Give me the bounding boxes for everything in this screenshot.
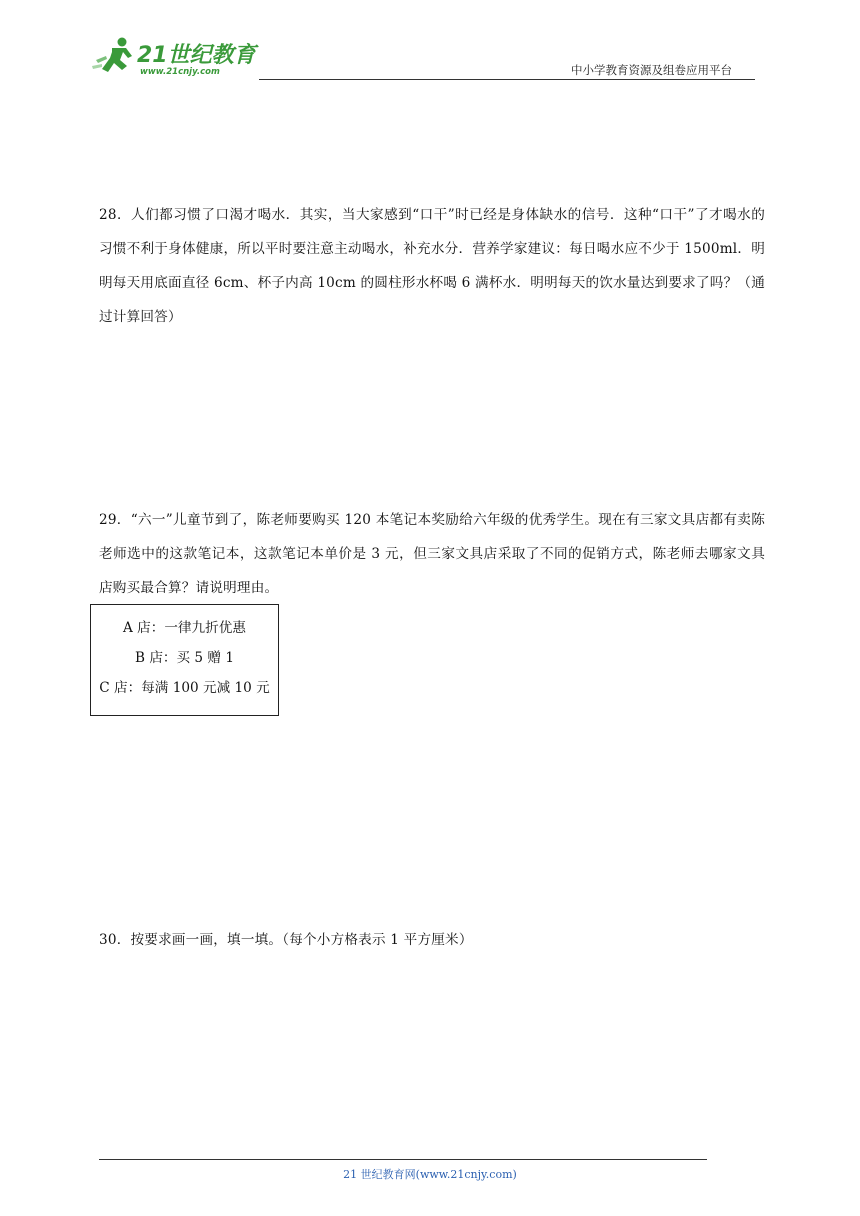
promotion-c: C 店：每满 100 元减 10 元 — [99, 680, 270, 696]
footer-link[interactable]: 21 世纪教育网(www.21cnjy.com) — [343, 1168, 517, 1181]
promotion-table — [90, 604, 279, 716]
question-28: 28．人们都习惯了口渴才喝水．其实，当大家感到“口干”时已经是身体缺水的信号．这种“口干”了才喝水的习惯不利于身体健康，所以平时要注意主动喝水，补充水分．营养学家建议：每日喝水应不少于 1500ml．明明每天用底面直径 6cm、杯子内高 10cm 的圆柱形水杯喝 6 满杯水．明明每天的饮水量达到要求了吗？（通过计算回答） — [99, 207, 765, 325]
header-divider — [259, 79, 755, 80]
question-29: 29．“六一”儿童节到了，陈老师要购买 120 本笔记本奖励给六年级的优秀学生。现在有三家文具店都有卖陈老师选中的这款笔记本，这款笔记本单价是 3 元，但三家文具店采取了不同的促销方式，陈老师去哪家文具店购买最合算？请说明理由。 — [99, 512, 765, 596]
svg-text:www.21cnjy.com: www.21cnjy.com — [140, 67, 220, 77]
platform-name: 中小学教育资源及组卷应用平台 — [571, 63, 732, 77]
runner-icon — [92, 38, 132, 73]
footer-divider — [99, 1159, 707, 1160]
promotion-b: B 店：买 5 赠 1 — [135, 650, 234, 666]
21cnjy-logo — [92, 36, 262, 78]
svg-text:21世纪教育: 21世纪教育 — [137, 43, 256, 68]
question-30: 30．按要求画一画，填一填。（每个小方格表示 1 平方厘米） — [99, 932, 473, 948]
promotion-a: A 店：一律九折优惠 — [123, 620, 246, 636]
